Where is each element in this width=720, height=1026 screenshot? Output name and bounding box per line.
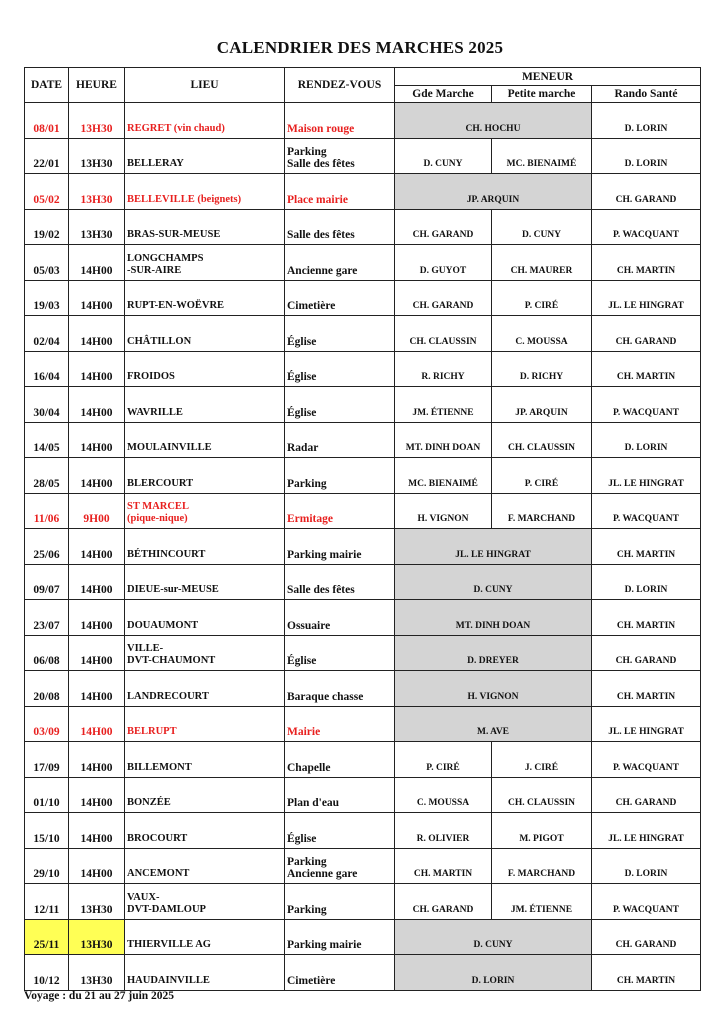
cell-heure: 14H00 — [69, 600, 125, 636]
cell-date: 14/05 — [25, 422, 69, 458]
cell-meneur-merged: MT. DINH DOAN — [395, 600, 592, 636]
cell-rando-sante: JL. LE HINGRAT — [592, 280, 701, 316]
cell-rendezvous: Église — [285, 351, 395, 387]
cell-rando-sante: CH. GARAND — [592, 777, 701, 813]
cell-petite-marche: JP. ARQUIN — [492, 387, 592, 423]
table-row — [25, 316, 701, 352]
cell-lieu: BELRUPT — [125, 706, 285, 742]
cell-petite-marche: F. MARCHAND — [492, 493, 592, 529]
cell-date: 01/10 — [25, 777, 69, 813]
cell-date: 25/06 — [25, 529, 69, 565]
table-row — [25, 742, 701, 778]
cell-heure: 13H30 — [69, 174, 125, 210]
cell-rando-sante: P. WACQUANT — [592, 493, 701, 529]
table-row — [25, 955, 701, 991]
cell-lieu: REGRET (vin chaud) — [125, 103, 285, 139]
table-row — [25, 529, 701, 565]
cell-rando-sante: D. LORIN — [592, 103, 701, 139]
cell-lieu: BROCOURT — [125, 813, 285, 849]
cell-rendezvous: Place mairie — [285, 174, 395, 210]
header-date: DATE — [25, 68, 69, 103]
cell-rendezvous: Église — [285, 316, 395, 352]
cell-heure: 14H00 — [69, 280, 125, 316]
cell-meneur-merged: D. CUNY — [395, 919, 592, 955]
table-row — [25, 884, 701, 920]
cell-gde-marche: H. VIGNON — [395, 493, 492, 529]
cell-heure: 9H00 — [69, 493, 125, 529]
table-row — [25, 635, 701, 671]
table-row — [25, 422, 701, 458]
cell-date: 05/02 — [25, 174, 69, 210]
cell-rendezvous: Église — [285, 387, 395, 423]
cell-rando-sante: D. LORIN — [592, 422, 701, 458]
cell-rando-sante: CH. GARAND — [592, 919, 701, 955]
cell-meneur-merged: D. DREYER — [395, 635, 592, 671]
cell-petite-marche: F. MARCHAND — [492, 848, 592, 884]
cell-date: 11/06 — [25, 493, 69, 529]
cell-petite-marche: CH. CLAUSSIN — [492, 777, 592, 813]
cell-rando-sante: CH. GARAND — [592, 316, 701, 352]
cell-lieu: BELLERAY — [125, 138, 285, 174]
cell-petite-marche: CH. CLAUSSIN — [492, 422, 592, 458]
cell-rendezvous: Ermitage — [285, 493, 395, 529]
header-gde-marche: Gde Marche — [395, 86, 492, 103]
cell-petite-marche: CH. MAURER — [492, 245, 592, 281]
cell-heure: 13H30 — [69, 138, 125, 174]
table-row — [25, 706, 701, 742]
cell-heure: 13H30 — [69, 209, 125, 245]
cell-date: 19/03 — [25, 280, 69, 316]
cell-rando-sante: JL. LE HINGRAT — [592, 706, 701, 742]
cell-rendezvous: Parking Ancienne gare — [285, 848, 395, 884]
footer-note: Voyage : du 21 au 27 juin 2025 — [24, 990, 175, 1002]
cell-date: 12/11 — [25, 884, 69, 920]
cell-date: 25/11 — [25, 919, 69, 955]
cell-gde-marche: JM. ÉTIENNE — [395, 387, 492, 423]
cell-heure: 14H00 — [69, 671, 125, 707]
cell-lieu: BLERCOURT — [125, 458, 285, 494]
cell-gde-marche: CH. GARAND — [395, 884, 492, 920]
cell-heure: 14H00 — [69, 387, 125, 423]
cell-date: 05/03 — [25, 245, 69, 281]
cell-gde-marche: D. GUYOT — [395, 245, 492, 281]
cell-date: 16/04 — [25, 351, 69, 387]
cell-date: 06/08 — [25, 635, 69, 671]
cell-date: 29/10 — [25, 848, 69, 884]
table-row — [25, 174, 701, 210]
cell-rendezvous: Parking mairie — [285, 529, 395, 565]
header-rendezvous: RENDEZ-VOUS — [285, 68, 395, 103]
cell-lieu: HAUDAINVILLE — [125, 955, 285, 991]
cell-date: 19/02 — [25, 209, 69, 245]
table-row — [25, 564, 701, 600]
cell-lieu: FROIDOS — [125, 351, 285, 387]
cell-date: 30/04 — [25, 387, 69, 423]
cell-heure: 14H00 — [69, 777, 125, 813]
cell-rando-sante: P. WACQUANT — [592, 742, 701, 778]
cell-gde-marche: D. CUNY — [395, 138, 492, 174]
cell-lieu: VILLE- DVT-CHAUMONT — [125, 635, 285, 671]
cell-date: 08/01 — [25, 103, 69, 139]
table-row — [25, 103, 701, 139]
cell-rando-sante: CH. GARAND — [592, 635, 701, 671]
cell-heure: 14H00 — [69, 564, 125, 600]
cell-heure: 13H30 — [69, 955, 125, 991]
cell-heure: 13H30 — [69, 919, 125, 955]
header-meneur: MENEUR — [395, 68, 701, 86]
cell-heure: 14H00 — [69, 742, 125, 778]
cell-rendezvous: Chapelle — [285, 742, 395, 778]
cell-gde-marche: CH. GARAND — [395, 280, 492, 316]
cell-rando-sante: JL. LE HINGRAT — [592, 458, 701, 494]
cell-lieu: LANDRECOURT — [125, 671, 285, 707]
cell-gde-marche: MT. DINH DOAN — [395, 422, 492, 458]
cell-gde-marche: CH. CLAUSSIN — [395, 316, 492, 352]
cell-rendezvous: Église — [285, 813, 395, 849]
cell-rando-sante: JL. LE HINGRAT — [592, 813, 701, 849]
table-row — [25, 600, 701, 636]
cell-lieu: BRAS-SUR-MEUSE — [125, 209, 285, 245]
cell-rando-sante: CH. MARTIN — [592, 351, 701, 387]
cell-lieu: BÉTHINCOURT — [125, 529, 285, 565]
cell-lieu: CHÂTILLON — [125, 316, 285, 352]
calendar-body — [25, 103, 701, 991]
cell-petite-marche: JM. ÉTIENNE — [492, 884, 592, 920]
cell-rando-sante: P. WACQUANT — [592, 387, 701, 423]
cell-heure: 14H00 — [69, 635, 125, 671]
cell-meneur-merged: D. LORIN — [395, 955, 592, 991]
cell-date: 02/04 — [25, 316, 69, 352]
cell-date: 23/07 — [25, 600, 69, 636]
cell-gde-marche: R. RICHY — [395, 351, 492, 387]
cell-lieu: WAVRILLE — [125, 387, 285, 423]
cell-heure: 14H00 — [69, 422, 125, 458]
cell-rendezvous: Parking mairie — [285, 919, 395, 955]
cell-lieu: RUPT-EN-WOËVRE — [125, 280, 285, 316]
cell-lieu: BILLEMONT — [125, 742, 285, 778]
table-row — [25, 458, 701, 494]
cell-lieu: ANCEMONT — [125, 848, 285, 884]
table-row — [25, 493, 701, 529]
cell-rando-sante: CH. MARTIN — [592, 671, 701, 707]
cell-rendezvous: Ossuaire — [285, 600, 395, 636]
header-heure: HEURE — [69, 68, 125, 103]
cell-rando-sante: D. LORIN — [592, 138, 701, 174]
cell-gde-marche: CH. GARAND — [395, 209, 492, 245]
cell-lieu: BONZÉE — [125, 777, 285, 813]
cell-heure: 13H30 — [69, 884, 125, 920]
cell-lieu: BELLEVILLE (beignets) — [125, 174, 285, 210]
cell-gde-marche: C. MOUSSA — [395, 777, 492, 813]
table-row — [25, 387, 701, 423]
cell-rendezvous: Baraque chasse — [285, 671, 395, 707]
cell-rando-sante: P. WACQUANT — [592, 884, 701, 920]
cell-petite-marche: P. CIRÉ — [492, 280, 592, 316]
cell-rendezvous: Salle des fêtes — [285, 209, 395, 245]
cell-meneur-merged: CH. HOCHU — [395, 103, 592, 139]
cell-rando-sante: CH. MARTIN — [592, 600, 701, 636]
table-row — [25, 777, 701, 813]
cell-rendezvous: Plan d'eau — [285, 777, 395, 813]
cell-lieu: LONGCHAMPS -SUR-AIRE — [125, 245, 285, 281]
table-row — [25, 245, 701, 281]
cell-petite-marche: P. CIRÉ — [492, 458, 592, 494]
cell-lieu: DIEUE-sur-MEUSE — [125, 564, 285, 600]
table-row — [25, 848, 701, 884]
cell-petite-marche: J. CIRÉ — [492, 742, 592, 778]
cell-rendezvous: Cimetière — [285, 955, 395, 991]
cell-rendezvous: Cimetière — [285, 280, 395, 316]
cell-gde-marche: P. CIRÉ — [395, 742, 492, 778]
cell-rendezvous: Maison rouge — [285, 103, 395, 139]
cell-petite-marche: M. PIGOT — [492, 813, 592, 849]
cell-heure: 14H00 — [69, 316, 125, 352]
cell-meneur-merged: JP. ARQUIN — [395, 174, 592, 210]
cell-heure: 14H00 — [69, 529, 125, 565]
cell-date: 20/08 — [25, 671, 69, 707]
table-row — [25, 280, 701, 316]
cell-meneur-merged: JL. LE HINGRAT — [395, 529, 592, 565]
table-row — [25, 351, 701, 387]
cell-gde-marche: MC. BIENAIMÉ — [395, 458, 492, 494]
cell-heure: 14H00 — [69, 813, 125, 849]
cell-meneur-merged: D. CUNY — [395, 564, 592, 600]
page-title: CALENDRIER DES MARCHES 2025 — [216, 38, 504, 57]
cell-lieu: THIERVILLE AG — [125, 919, 285, 955]
cell-meneur-merged: H. VIGNON — [395, 671, 592, 707]
cell-petite-marche: MC. BIENAIMÉ — [492, 138, 592, 174]
header-rando-sante: Rando Santé — [592, 86, 701, 103]
cell-rendezvous: Parking — [285, 458, 395, 494]
cell-date: 28/05 — [25, 458, 69, 494]
cell-petite-marche: C. MOUSSA — [492, 316, 592, 352]
cell-heure: 14H00 — [69, 848, 125, 884]
cell-rando-sante: P. WACQUANT — [592, 209, 701, 245]
cell-gde-marche: CH. MARTIN — [395, 848, 492, 884]
header-petite-marche: Petite marche — [492, 86, 592, 103]
cell-petite-marche: D. CUNY — [492, 209, 592, 245]
cell-date: 15/10 — [25, 813, 69, 849]
cell-date: 09/07 — [25, 564, 69, 600]
cell-gde-marche: R. OLIVIER — [395, 813, 492, 849]
cell-rando-sante: CH. MARTIN — [592, 529, 701, 565]
cell-heure: 14H00 — [69, 458, 125, 494]
cell-rando-sante: CH. MARTIN — [592, 955, 701, 991]
table-row — [25, 919, 701, 955]
cell-rendezvous: Parking — [285, 884, 395, 920]
cell-date: 10/12 — [25, 955, 69, 991]
header-lieu: LIEU — [125, 68, 285, 103]
cell-lieu: DOUAUMONT — [125, 600, 285, 636]
cell-meneur-merged: M. AVE — [395, 706, 592, 742]
cell-rendezvous: Radar — [285, 422, 395, 458]
cell-rendezvous: Parking Salle des fêtes — [285, 138, 395, 174]
cell-lieu: MOULAINVILLE — [125, 422, 285, 458]
cell-rendezvous: Ancienne gare — [285, 245, 395, 281]
cell-lieu: VAUX- DVT-DAMLOUP — [125, 884, 285, 920]
cell-rendezvous: Salle des fêtes — [285, 564, 395, 600]
cell-rando-sante: D. LORIN — [592, 848, 701, 884]
calendar-table — [24, 67, 701, 991]
table-row — [25, 138, 701, 174]
cell-rando-sante: D. LORIN — [592, 564, 701, 600]
table-row — [25, 209, 701, 245]
cell-petite-marche: D. RICHY — [492, 351, 592, 387]
cell-rando-sante: CH. MARTIN — [592, 245, 701, 281]
cell-rendezvous: Église — [285, 635, 395, 671]
cell-heure: 13H30 — [69, 103, 125, 139]
cell-lieu: ST MARCEL (pique-nique) — [125, 493, 285, 529]
cell-heure: 14H00 — [69, 706, 125, 742]
cell-date: 03/09 — [25, 706, 69, 742]
cell-heure: 14H00 — [69, 351, 125, 387]
table-row — [25, 813, 701, 849]
cell-heure: 14H00 — [69, 245, 125, 281]
cell-date: 17/09 — [25, 742, 69, 778]
cell-rando-sante: CH. GARAND — [592, 174, 701, 210]
cell-rendezvous: Mairie — [285, 706, 395, 742]
cell-date: 22/01 — [25, 138, 69, 174]
table-row — [25, 671, 701, 707]
